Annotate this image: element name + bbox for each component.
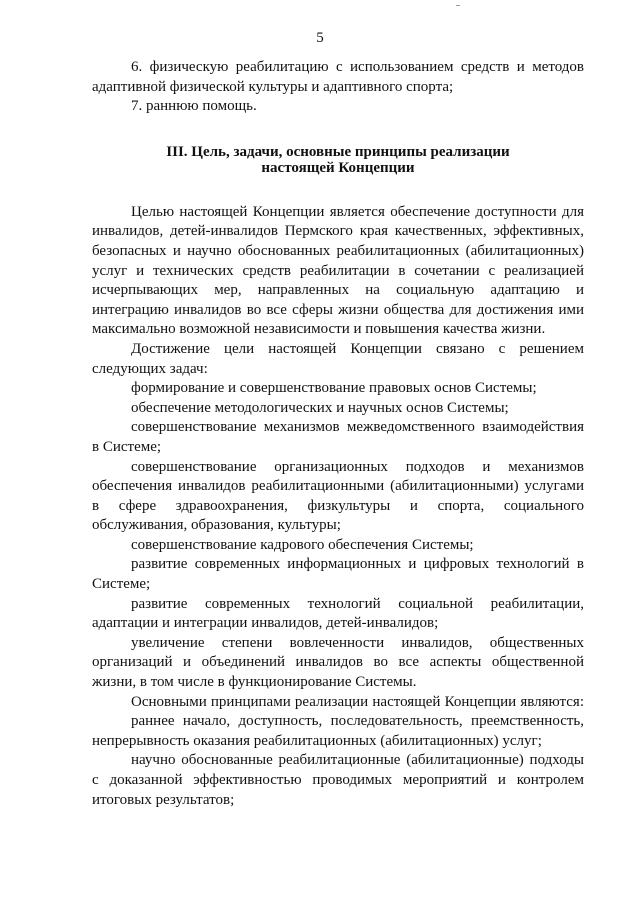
scan-mark	[456, 5, 460, 6]
list-item: 7. раннюю помощь.	[131, 98, 257, 115]
section-heading	[92, 144, 584, 176]
paragraph: развитие современных информационных и цифровых технологий в Системе;	[92, 556, 584, 593]
paragraph: раннее начало, доступность, последовательность, преемственность, непрерывность оказания реабилитационных (абилитационных) услуг;	[92, 713, 584, 749]
paragraph: Основными принципами реализации настоящей Концепции являются:	[131, 693, 584, 710]
paragraph: увеличение степени вовлеченности инвалидов, общественных организаций и объединений инвалидов во все аспекты общественной жизни, в том числе в функционирование Системы.	[92, 634, 584, 691]
paragraph: обеспечение методологических и научных основ Системы;	[131, 399, 509, 416]
document-body	[92, 58, 584, 810]
paragraph: Достижение цели настоящей Концепции связано с решением следующих задач:	[92, 340, 584, 377]
paragraph: совершенствование кадрового обеспечения Системы;	[131, 536, 474, 553]
paragraph: Целью настоящей Концепции является обеспечение доступности для инвалидов, детей-инвалидов Пермского края качественных, эффективных, безопасных и научно обоснованных реабилитационных (абилитационных) услуг и технических средств реабилитации в сочетании с реализацией исчерпывающих мер, направленных на социальную адаптацию и интеграцию инвалидов во все сферы жизни общества для достижения ими максимально возможной независимости и повышения качества жизни.	[92, 203, 584, 338]
paragraph: формирование и совершенствование правовых основ Системы;	[131, 380, 537, 397]
section-heading-line: III. Цель, задачи, основные принципы реализации	[166, 143, 510, 160]
list-item: 6. физическую реабилитацию с использованием средств и методов адаптивной физической культуры и адаптивного спорта;	[92, 59, 584, 95]
paragraph: научно обоснованные реабилитационные (абилитационные) подходы с доказанной эффективностью проводимых мероприятий и контролем итоговых результатов;	[92, 752, 584, 808]
paragraph: совершенствование организационных подходов и механизмов обеспечения инвалидов реабилитационными (абилитационными) услугами в сфере здравоохранения, физкультуры и спорта, социального обслуживания, образования, культуры;	[92, 458, 584, 534]
section-heading-line: настоящей Концепции	[261, 159, 415, 176]
paragraph: развитие современных технологий социальной реабилитации, адаптации и интеграции инвалидов, детей-инвалидов;	[92, 595, 584, 632]
paragraph: совершенствование механизмов межведомственного взаимодействия в Системе;	[92, 419, 584, 455]
page-number: 5	[316, 30, 324, 46]
